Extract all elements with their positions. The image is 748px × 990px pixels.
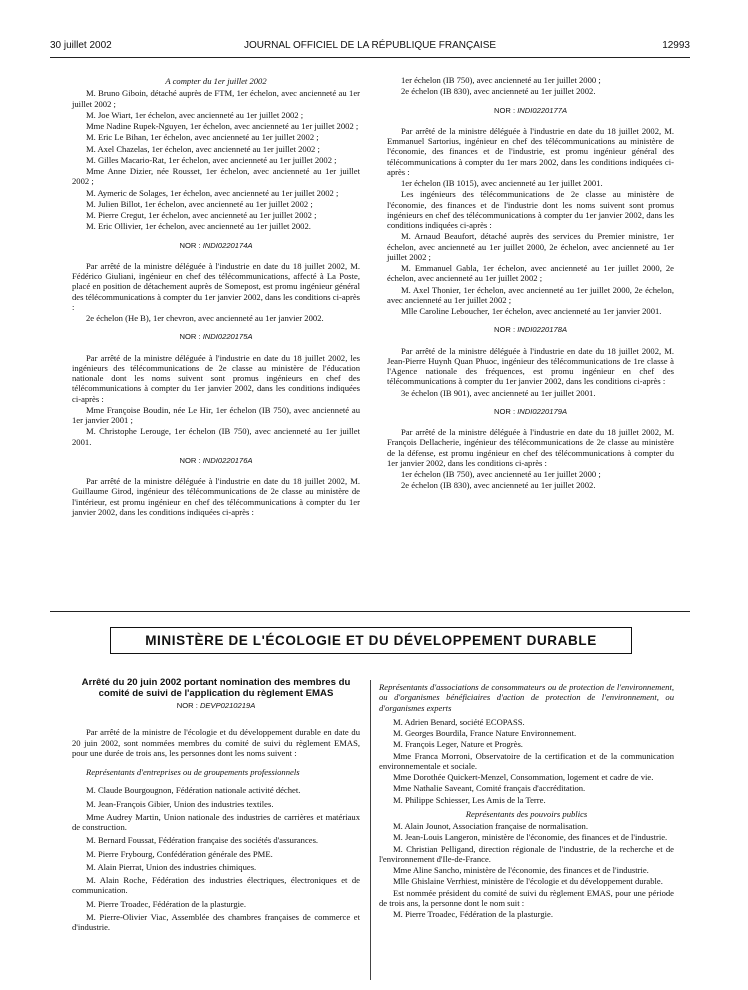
column-1 bbox=[72, 75, 360, 518]
subheading-a-compter: A compter du 1er juillet 2002 bbox=[165, 76, 267, 86]
decree-paragraph: 2e échelon (He B), 1er chevron, avec ancienneté au 1er janvier 2002. bbox=[86, 313, 324, 323]
journal-title: JOURNAL OFFICIEL DE LA RÉPUBLIQUE FRANÇAISE bbox=[243, 40, 497, 51]
member-entry: Mme Franca Morroni, Observatoire de la certification et de la communication environnementale et sociale. bbox=[379, 750, 674, 771]
decree-paragraph: Par arrêté de la ministre déléguée à l'industrie en date du 18 juillet 2002, M. Fédérico Giuliani, ingénieur en chef des télécommunications, affecté à La Poste, placé en position de détachement auprès de Somepost, est promu ingénieur général des télécommunications à compter du 1er janvier 2002, dans les conditions ci-après : bbox=[72, 260, 360, 312]
decree-paragraph: Mlle Caroline Leboucher, 1er échelon, avec ancienneté au 1er janvier 2001. bbox=[401, 306, 662, 316]
decree-paragraph: M. Axel Thonier, 1er échelon, avec ancienneté au 1er juillet 2000, 2e échelon, avec ancienneté au 1er juillet 2002 ; bbox=[387, 284, 674, 305]
nor-reference: NOR : INDI0220177A bbox=[493, 105, 568, 115]
decree-paragraph: Par arrêté de la ministre déléguée à l'industrie en date du 18 juillet 2002, les ingénieurs des télécommunications de 2e classe au ministère de l'éducation nationale dont les noms suivent sont promus ingénieurs en chef des télécommunications à compter du 1er janvier 2002, dans les conditions indiquées ci-après : bbox=[72, 352, 360, 404]
page-number: 12993 bbox=[662, 40, 690, 51]
decree-paragraph: 1er échelon (IB 750), avec ancienneté au 1er juillet 2000 ; bbox=[401, 75, 601, 85]
closing-paragraph: Est nommée président du comité de suivi du règlement EMAS, pour une période de trois ans, la personne dont le nom suit : bbox=[379, 887, 674, 908]
decree-paragraph: Mme Françoise Boudin, née Le Hir, 1er échelon (IB 750), avec ancienneté au 1er janvier 2001 ; bbox=[72, 404, 360, 425]
member-entry: M. Philippe Schiesser, Les Amis de la Terre. bbox=[393, 794, 546, 805]
member-entry: M. Georges Bourdila, France Nature Environnement. bbox=[393, 728, 577, 738]
nor-reference: NOR : DEVP0210219A bbox=[176, 701, 256, 710]
nor-reference: NOR : INDI0220176A bbox=[179, 455, 253, 465]
decree-paragraph: Les ingénieurs des télécommunications de 2e classe au ministère de l'économie, des finances et de l'industrie dont les noms suivent sont promus ingénieurs en chef des télécommunications à compter du 1er janvier 2002, dans les conditions indiquées ci-après : bbox=[387, 189, 674, 230]
entry-line: M. Bruno Giboin, détaché auprès de FTM, 1er échelon, avec ancienneté au 1er juillet 2002 ; bbox=[72, 88, 360, 109]
member-entry: Mme Aline Sancho, ministère de l'économie, des finances et de l'industrie. bbox=[393, 865, 649, 875]
decree-paragraph: 1er échelon (IB 1015), avec ancienneté au 1er juillet 2001. bbox=[401, 178, 603, 188]
decree-paragraph: Par arrêté de la ministre déléguée à l'industrie en date du 18 juillet 2002, M. François Dellacherie, ingénieur des télécommunications de 2e classe au ministère de la défense, est promu ingénieur en chef des télécommunications à compter du 1er janvier 2002, dans les conditions ci-après : bbox=[387, 427, 674, 468]
nor-reference: NOR : INDI0220178A bbox=[493, 325, 568, 335]
entry-line: Mme Nadine Rupek-Nguyen, 1er échelon, avec ancienneté au 1er juillet 2002 ; bbox=[86, 121, 359, 131]
decree-paragraph: M. Arnaud Beaufort, détaché auprès des services du Premier ministre, 1er échelon, avec ancienneté au 1er juillet 2000, 2e échelon, avec ancienneté au 1er juillet 2002 ; bbox=[387, 231, 674, 262]
decree-paragraph: Par arrêté de la ministre déléguée à l'industrie en date du 18 juillet 2002, M. Jean-Pierre Huynh Quan Phuoc, ingénieur des télécommunications de 1re classe à l'Agence nationale des fréquences, est promu ingénieur en chef des télécommunications à compter du 1er janvier 2002, dans les conditions ci-après : bbox=[387, 345, 674, 387]
member-entry: M. François Leger, Nature et Progrès. bbox=[393, 739, 523, 750]
entry-line: M. Eric Ollivier, 1er échelon, avec ancienneté au 1er juillet 2002. bbox=[86, 221, 311, 232]
member-entry: M. Bernard Foussat, Fédération française des sociétés d'assurances. bbox=[86, 835, 319, 846]
entry-line: M. Gilles Macario-Rat, 1er échelon, avec ancienneté au 1er juillet 2002 ; bbox=[86, 154, 337, 165]
ministry-banner: MINISTÈRE DE L'ÉCOLOGIE ET DU DÉVELOPPEMENT DURABLE bbox=[110, 627, 632, 654]
decree-paragraph: Par arrêté de la ministre déléguée à l'industrie en date du 18 juillet 2002, M. Emmanuel Sartorius, ingénieur en chef des télécommunications au ministère de l'économie, des finances et de l'industrie, est promu ingénieur général des télécommunications à compter du 1er mars 2002, dans les conditions indiquées ci-après : bbox=[387, 125, 674, 177]
column-divider bbox=[370, 680, 371, 980]
issue-date: 30 juillet 2002 bbox=[50, 40, 112, 51]
entry-line: M. Axel Chazelas, 1er échelon, avec ancienneté au 1er juillet 2002 ; bbox=[86, 143, 320, 154]
section-separator bbox=[50, 611, 690, 612]
entry-line: Mme Anne Dizier, née Rousset, 1er échelon, avec ancienneté au 1er juillet 2002 ; bbox=[72, 166, 360, 187]
entry-line: M. Pierre Cregut, 1er échelon, avec ancienneté au 1er juillet 2002 ; bbox=[86, 210, 317, 220]
column-4 bbox=[379, 682, 674, 920]
member-entry: M. Pierre Troadec, Fédération de la plasturgie. bbox=[86, 898, 246, 909]
nor-reference: NOR : INDI0220175A bbox=[179, 332, 253, 342]
member-entry: Mme Nathalie Saveant, Comité français d'accréditation. bbox=[393, 783, 586, 794]
entry-line: M. Julien Billot, 1er échelon, avec ancienneté au 1er juillet 2002 ; bbox=[86, 198, 313, 209]
column-2 bbox=[387, 75, 674, 492]
member-entry: Mme Dorothée Quickert-Menzel, Consommation, logement et cadre de vie. bbox=[393, 772, 654, 782]
member-entry: M. Alain Roche, Fédération des industries électriques, électroniques et de communication. bbox=[72, 875, 360, 896]
member-entry: M. Christian Pelligand, direction régionale de l'industrie, de la recherche et de l'environnement d'Ile-de-France. bbox=[379, 843, 674, 864]
decree-title: Arrêté du 20 juin 2002 portant nomination des membres du comité de suivi de l'application du règlement EMAS bbox=[81, 677, 351, 699]
member-entry: M. Jean-Louis Langeron, ministère de l'économie, des finances et de l'industrie. bbox=[393, 832, 668, 843]
nor-reference: NOR : INDI0220179A bbox=[493, 406, 568, 416]
decree-paragraph: M. Emmanuel Gabla, 1er échelon, avec ancienneté au 1er juillet 2000, 2e échelon, avec ancienneté au 1er juillet 2002 ; bbox=[387, 263, 674, 284]
member-entry: M. Alain Jounot, Association française de normalisation. bbox=[393, 821, 588, 831]
decree-paragraph: 2e échelon (IB 830), avec ancienneté au 1er juillet 2002. bbox=[401, 480, 596, 491]
member-entry: M. Jean-François Gibier, Union des industries textiles. bbox=[86, 798, 274, 809]
page-header bbox=[50, 40, 690, 54]
member-entry: M. Alain Pierrat, Union des industries chimiques. bbox=[86, 861, 257, 872]
member-entry: M. Claude Bourgougnon, Fédération nationale activité déchet. bbox=[86, 785, 301, 796]
nor-reference: NOR : INDI0220174A bbox=[179, 240, 253, 250]
member-entry: M. Pierre-Olivier Viac, Assemblée des chambres françaises de commerce et d'industrie. bbox=[72, 911, 360, 932]
section-heading: Représentants d'associations de consommateurs ou de protection de l'environnement, ou d'organismes bénéficiaires d'action de protection de l'environnement, ou d'organismes experts bbox=[379, 682, 674, 713]
decree-paragraph: 2e échelon (IB 830), avec ancienneté au 1er juillet 2002. bbox=[401, 86, 596, 97]
decree-paragraph: M. Christophe Lerouge, 1er échelon (IB 750), avec ancienneté au 1er juillet 2001. bbox=[72, 426, 360, 447]
section-heading: Représentants des pouvoirs publics bbox=[465, 808, 588, 819]
entry-line: M. Aymeric de Solages, 1er échelon, avec ancienneté au 1er juillet 2002 ; bbox=[86, 187, 339, 198]
member-entry: M. Adrien Benard, société ECOPASS. bbox=[393, 716, 525, 727]
member-entry: Mme Audrey Martin, Union nationale des industries de carrières et matériaux de construction. bbox=[72, 811, 360, 832]
member-entry: M. Pierre Frybourg, Confédération générale des PME. bbox=[86, 848, 273, 859]
column-3 bbox=[72, 677, 360, 935]
decree-intro: Par arrêté de la ministre de l'écologie et du développement durable en date du 20 juin 2002, sont nommées membres du comité de suivi du règlement EMAS, pour une durée de trois ans, les personnes dont les noms suivent : bbox=[72, 727, 360, 758]
closing-paragraph: M. Pierre Troadec, Fédération de la plasturgie. bbox=[393, 909, 553, 919]
decree-paragraph: 3e échelon (IB 901), avec ancienneté au 1er juillet 2001. bbox=[401, 387, 596, 398]
decree-paragraph: 1er échelon (IB 750), avec ancienneté au 1er juillet 2000 ; bbox=[401, 469, 601, 479]
entry-line: M. Eric Le Bihan, 1er échelon, avec ancienneté au 1er juillet 2002 ; bbox=[86, 132, 319, 143]
section-heading: Représentants d'entreprises ou de groupements professionnels bbox=[86, 767, 300, 777]
decree-paragraph: Par arrêté de la ministre déléguée à l'industrie en date du 18 juillet 2002, M. Guillaume Girod, ingénieur des télécommunications de 2e classe au ministère de l'intérieur, est promu ingénieur en chef des télécommunications à compter du 1er janvier 2002, dans les conditions indiquées ci-après : bbox=[72, 476, 360, 517]
member-entry: Mlle Ghislaine Verrhiest, ministère de l'écologie et du développement durable. bbox=[393, 876, 663, 887]
header-rule bbox=[50, 57, 690, 58]
entry-line: M. Joe Wiart, 1er échelon, avec ancienneté au 1er juillet 2002 ; bbox=[86, 109, 304, 120]
